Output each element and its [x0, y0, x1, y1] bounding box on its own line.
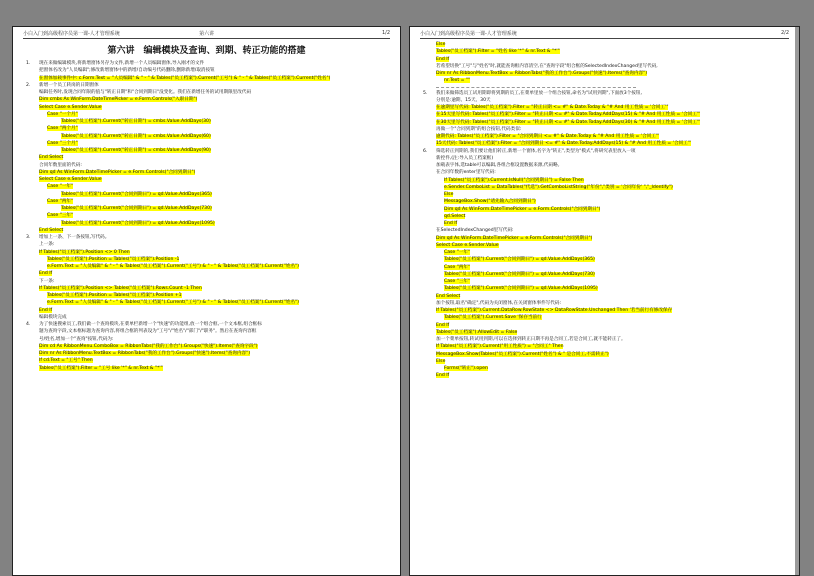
- highlighted-code: If Tables("员工档案").Current.IsNull("合同到期日") = False Then: [444, 177, 584, 183]
- code-line: [422, 56, 787, 63]
- code-line: [25, 220, 388, 227]
- code-line: [422, 184, 787, 191]
- code-line: [422, 242, 787, 249]
- code-line: [25, 176, 388, 183]
- code-line: [422, 220, 787, 227]
- highlighted-code: End If: [39, 271, 53, 277]
- code-line: [25, 227, 388, 234]
- item-number: 6.: [423, 148, 428, 154]
- highlighted-code: Case "一年": [47, 184, 74, 190]
- text-line: [422, 300, 787, 307]
- text-line: [422, 227, 787, 234]
- text-line: [25, 328, 388, 335]
- numbered-item: [422, 90, 787, 97]
- highlighted-code: If Tables("员工档案").Current.DataRow.RowState <> DataRowState.Unchanged Then '若当前行有修改保存: [436, 308, 673, 313]
- code-line: [25, 147, 388, 154]
- code-line: [25, 169, 388, 176]
- code-line: [422, 256, 787, 263]
- numbered-item: [422, 148, 787, 155]
- highlighted-code: Tables("员工档案").Filter = "姓名 like '*" & nr.Text & "*'": [436, 49, 560, 55]
- text-lines: [25, 60, 388, 372]
- code-line: [422, 285, 787, 292]
- text-line: [422, 169, 787, 176]
- item-number: 5.: [423, 90, 428, 96]
- highlighted-code: End If: [436, 56, 450, 62]
- header-center: 第六讲: [199, 31, 215, 37]
- highlighted-code: If Tables("员工档案").Position <> 0 Then: [39, 249, 130, 255]
- page-header: [23, 30, 390, 39]
- code-line: [25, 307, 388, 314]
- code-line: [422, 111, 787, 118]
- highlighted-code: Else: [436, 358, 446, 364]
- text-line: [422, 162, 787, 169]
- highlighted-code: Dim qd As WinForm.DateTimePicker = e.Form.Controls("合同到期日"): [436, 235, 593, 241]
- code-line: [422, 77, 787, 84]
- highlighted-code: qd.Select: [444, 213, 466, 219]
- line-text: 若希望切换"工号"与"姓名"时,就能查询框内容清空,在"查询字段"组合框的SelectedIndexChanged里写代码,: [436, 63, 658, 69]
- code-line: [25, 111, 388, 118]
- code-line: [25, 191, 388, 198]
- code-line: [25, 198, 388, 205]
- code-line: [25, 285, 388, 292]
- highlighted-code: End If: [436, 322, 450, 328]
- code-line: [422, 198, 787, 205]
- highlighted-code: If Tables("员工档案").Position <> Tables("员工档案").Rows.Count -1 Then: [39, 285, 202, 291]
- highlighted-code: End If: [436, 373, 450, 379]
- text-line: [25, 67, 388, 74]
- highlighted-code: Case "两年": [444, 264, 471, 270]
- code-line: [422, 191, 787, 198]
- code-line: [25, 154, 388, 161]
- text-line: [25, 336, 388, 343]
- numbered-item: [25, 82, 388, 89]
- code-line: [422, 351, 787, 358]
- code-line: [422, 41, 787, 48]
- text-line: [422, 97, 787, 104]
- code-line: [422, 119, 787, 126]
- highlighted-code: Dim qd As WinForm.DateTimePicker = e.Form.Controls("合同到期日"): [39, 169, 196, 175]
- highlighted-code: e.Sender.ComboList = DataTables("代选").GetComboListString("年份","类别 = '合同年份' ","_Identify"): [444, 184, 673, 190]
- code-line: [25, 183, 388, 190]
- code-line: [422, 314, 787, 321]
- highlighted-code: Dim nr As RibbonMenu.TextBox = RibbonTabs("我的工作台").Groups("快速").Items("查询内容"): [39, 351, 251, 356]
- highlighted-code: Tables("员工档案").AllowEdit = False: [436, 329, 518, 335]
- highlighted-code: Dim qd As WinForm.DateTimePicker = e.Form.Controls("合同到期日"): [444, 206, 601, 212]
- highlighted-code: Case "两年": [47, 198, 74, 204]
- code-line: [422, 104, 787, 111]
- text-line: [25, 162, 388, 169]
- highlighted-code: Tables("员工档案").Current("合同到期日") = qd.Value.AddDays(1095): [61, 220, 215, 226]
- highlighted-code: Tables("员工档案").Current.Save '保存当前行: [444, 315, 542, 321]
- code-line: [25, 263, 388, 270]
- code-line: [25, 270, 388, 277]
- highlighted-code: End Select: [436, 293, 461, 299]
- text-line: [25, 278, 388, 285]
- highlighted-code: Forms("转正").open: [444, 366, 488, 371]
- line-text: 为了快速搜索员工,我们做一个查询模块,在菜单栏新增一个"快速"的功能组,放一个组合框,一个文本框,组合框标: [39, 322, 262, 327]
- highlighted-code: Tables("员工档案").Current("合同到期日") = qd.Value.AddDays(365): [444, 257, 595, 263]
- header-page-number: 2/2: [780, 30, 789, 36]
- line-text: 增加上一条、下一条按钮,写代码。: [39, 235, 110, 240]
- line-text: 筛选转正到期的,我们要让他们转正,新增一个窗体,名字为"转正",类型为"模式",将研究表里放入一项: [436, 148, 636, 154]
- code-line: [25, 125, 388, 132]
- code-line: [422, 358, 787, 365]
- code-line: [422, 293, 787, 300]
- highlighted-code: 在逾期里写代码: Tables("员工档案").Filter = "转正日期 <= #" & Date.Today & "# And 用工性质 = '合同工'": [436, 105, 669, 110]
- code-line: [25, 140, 388, 147]
- highlighted-code: End Select: [39, 227, 64, 233]
- highlighted-code: Case "三年": [47, 213, 74, 219]
- item-number: 3.: [26, 235, 31, 240]
- highlighted-code: nr.Text = "": [444, 78, 471, 84]
- code-line: [422, 372, 787, 379]
- highlighted-code: Case "两个月": [47, 126, 78, 132]
- code-line: [25, 256, 388, 263]
- header-left: 小白入门到高级程序员第一课-人才管理系统: [23, 31, 120, 37]
- highlighted-code: If Tables("员工档案").Current("用工性质") = "合同工" Then: [436, 344, 564, 350]
- highlighted-code: MessageBox.Show("请先输入合同到期日"): [444, 199, 536, 205]
- highlighted-code: Select Case e.Sender.Value: [39, 104, 102, 110]
- code-line: [25, 205, 388, 212]
- code-line: [25, 343, 388, 350]
- section-divider: [436, 87, 636, 88]
- header-left: 小白入门到高级程序员第一课-人才管理系统: [420, 31, 517, 37]
- code-line: [422, 48, 787, 55]
- highlighted-code: Tables("员工档案").Current("转正日期") = cmbs.Value.AddDays(60): [61, 133, 211, 139]
- code-line: [422, 140, 787, 147]
- line-text: 编辑任务时,发现合同年限的值与"转正日期"和"合同到期日"没变化。我们在新增任务的试用期限里改代码: [39, 90, 252, 95]
- highlighted-code: If cd.Text = "工号" Then: [39, 358, 93, 364]
- line-text: 加载表字体,选table可以编辑,各组合框设置数据来源,代码略。: [436, 163, 563, 168]
- code-line: [422, 70, 787, 77]
- numbered-item: [25, 60, 388, 67]
- line-text: 号/姓名,增加一个"查询"按钮,代码为:: [39, 336, 114, 342]
- highlighted-code: End Select: [39, 155, 64, 161]
- highlighted-code: Dim nr As RibbonMenu.TextBox = RibbonTabs("我的工作台").Groups("快速").Items("查询内容"): [436, 71, 648, 76]
- code-line: [422, 206, 787, 213]
- numbered-item: [25, 321, 388, 328]
- line-text: 上一条:: [39, 242, 55, 248]
- highlighted-code: Tables("员工档案").Current("转正日期") = cmbs.Value.AddDays(90): [61, 148, 211, 153]
- code-line: [25, 133, 388, 140]
- page-title: 第六讲 编辑模块及查询、到期、转正功能的搭建: [107, 46, 306, 56]
- line-text: 在合同年数的enter里写代码:: [436, 170, 496, 176]
- line-text: 新控件,(注:导入员工档案框): [436, 155, 494, 161]
- line-text: 在SelectedIndexChanged里写代码:: [436, 228, 514, 234]
- code-line: [422, 249, 787, 256]
- header-page-number: 1/2: [381, 30, 390, 36]
- page-body: [25, 41, 388, 372]
- highlighted-code: Dim cmbs As WinForm.DateTimePicker = e.Form.Controls("入职日期"): [39, 97, 198, 103]
- code-line: [422, 133, 787, 140]
- highlighted-code: 在15天里写代码: Tables("员工档案").Filter = "转正日期 <= #" & Date.Today.AddDays(15) & "# And 用工性质 = '合同工'": [436, 112, 701, 118]
- text-line: [422, 336, 787, 343]
- line-text: 合同年数里面的代码:: [39, 162, 82, 168]
- highlighted-code: Tables("员工档案").Current("转正日期") = cmbs.Value.AddDays(30): [61, 119, 211, 124]
- document-page-1: [12, 26, 401, 576]
- code-line: [25, 96, 388, 103]
- highlighted-code: 在窗体加载事件中: c.Form.Text = "人员编辑" & " - " & Tables("员工档案").Current("工号") & " - " & Tables("员工档案").Current("姓名"): [39, 75, 331, 81]
- code-line: [422, 307, 787, 314]
- code-line: [422, 365, 787, 372]
- highlighted-code: e.Form.Text = "人员编辑" & " - " & Tables("员工档案").Current("工号") & " - " & Tables("员工档案").Current("姓名"): [47, 264, 299, 269]
- item-number: 1.: [26, 61, 31, 66]
- code-line: [422, 271, 787, 278]
- code-line: [25, 249, 388, 256]
- line-text: 加一个菜单按钮,转试用到期,可以在选择到转正日期不再是合同工,若是合同工,就不能转正了。: [436, 337, 626, 342]
- line-text: 下一条:: [39, 278, 55, 284]
- highlighted-code: Dim cd As RibbonMenu.ComboBox = RibbonTabs("我的工作台").Groups("快速").Items("查询字段"): [39, 343, 258, 349]
- text-line: [25, 241, 388, 248]
- line-text: 把窗体名改为"人员编辑";修改新增窗体中的新增/自动编号代码删除,删除新增/取消按钮: [39, 68, 215, 74]
- code-line: [25, 75, 388, 82]
- highlighted-code: Select Case e.Sender.Value: [436, 242, 499, 248]
- text-line: [422, 155, 787, 162]
- code-line: [422, 343, 787, 350]
- code-line: [422, 264, 787, 271]
- highlighted-code: Case "三个月": [47, 140, 78, 146]
- text-line: [422, 126, 787, 133]
- code-line: [422, 322, 787, 329]
- code-line: [422, 278, 787, 285]
- code-line: [25, 365, 388, 372]
- line-text: 现在来做编辑模块,将新增窗体另存为文件,新增一个人员编辑窗体,导入刚才的文件: [39, 61, 205, 66]
- line-text: 再做一个"合同到期"的组合按钮,代码类似:: [436, 126, 522, 132]
- highlighted-code: Tables("员工档案").Filter = "工号 like '*" & nr.Text & "*'": [39, 365, 163, 371]
- highlighted-code: Tables("员工档案").Current("合同到期日") = qd.Value.AddDays(365): [61, 191, 212, 197]
- code-line: [25, 357, 388, 364]
- text-line: [422, 63, 787, 70]
- highlighted-code: End If: [39, 307, 53, 313]
- highlighted-code: Tables("员工档案").Current("合同到期日") = qd.Value.AddDays(1095): [444, 286, 598, 292]
- highlighted-code: Else: [444, 192, 454, 197]
- item-number: 4.: [26, 322, 31, 327]
- highlighted-code: Tables("员工档案").Position = Tables("员工档案").Position +1: [47, 293, 182, 298]
- document-page-2: [409, 26, 800, 576]
- highlighted-code: Case "三年": [444, 279, 471, 284]
- line-text: 分别是:逾期、15天、30天: [436, 97, 491, 103]
- line-text: 新增一个员工转岗的日期窗体: [39, 82, 99, 88]
- line-text: 我们来做筛选员工试用期即将到期的员工,在菜单里放一个组合按钮,命名为"试用到期",下面放3个按钮,: [436, 90, 642, 96]
- code-line: [25, 292, 388, 299]
- highlighted-code: Select Case e.Sender.Value: [39, 177, 102, 182]
- highlighted-code: Else: [436, 42, 446, 47]
- highlighted-code: Tables("员工档案").Current("合同到期日") = qd.Value.AddDays(730): [61, 206, 212, 211]
- highlighted-code: 在30天里写代码: Tables("员工档案").Filter = "转正日期 <= #" & Date.Today.AddDays(30) & "# And 用工性质 = '合同工'": [436, 119, 701, 125]
- text-line: [25, 89, 388, 96]
- code-line: [25, 104, 388, 111]
- highlighted-code: Tables("员工档案").Position = Tables("员工档案").Position -1: [47, 256, 180, 262]
- highlighted-code: Case "一年": [444, 250, 471, 255]
- highlighted-code: End If: [444, 221, 458, 226]
- highlighted-code: Case "一个月": [47, 111, 78, 117]
- highlighted-code: MessageBox.Show(Tables("员工档案").Current("姓名") & " 是合同工,不需转正"): [436, 351, 609, 357]
- code-line: [25, 118, 388, 125]
- highlighted-code: 15天代码: Tables("员工档案").Filter = "合同到期日 <= #" & Date.Today.AddDays(15) & "# And 用工性质 = '合同工'": [436, 141, 692, 147]
- code-line: [25, 212, 388, 219]
- text-line: [25, 314, 388, 321]
- page-body: [422, 41, 787, 380]
- code-line: [422, 177, 787, 184]
- line-text: 题为查询字段,文本框标题为查询内容,将组合框的列表设为"工号"/"姓名"/"部门"/"职务"。然后在查询内容框: [39, 329, 257, 335]
- page-header: [420, 30, 789, 39]
- code-line: [422, 235, 787, 242]
- code-line: [422, 329, 787, 336]
- highlighted-code: Tables("员工档案").Current("合同到期日") = qd.Value.AddDays(730): [444, 271, 595, 277]
- line-text: 编辑模块完成: [39, 314, 67, 320]
- line-text: 加个按钮,取名"确定",代码为关闭窗体,在关闭窗体事件写代码:: [436, 300, 562, 306]
- text-lines: [422, 41, 787, 380]
- highlighted-code: e.Form.Text = "人员编辑" & " - " & Tables("员工档案").Current("工号") & " - " & Tables("员工档案").Current("姓名"): [47, 300, 299, 306]
- vertical-scrollbar[interactable]: [795, 27, 799, 575]
- numbered-item: [25, 234, 388, 241]
- code-line: [422, 213, 787, 220]
- code-line: [25, 299, 388, 306]
- highlighted-code: 逾期代码: Tables("员工档案").Filter = "合同到期日 <= #" & Date.Today & "# And 用工性质 = '合同工'": [436, 134, 660, 139]
- item-number: 2.: [26, 82, 31, 88]
- code-line: [25, 350, 388, 357]
